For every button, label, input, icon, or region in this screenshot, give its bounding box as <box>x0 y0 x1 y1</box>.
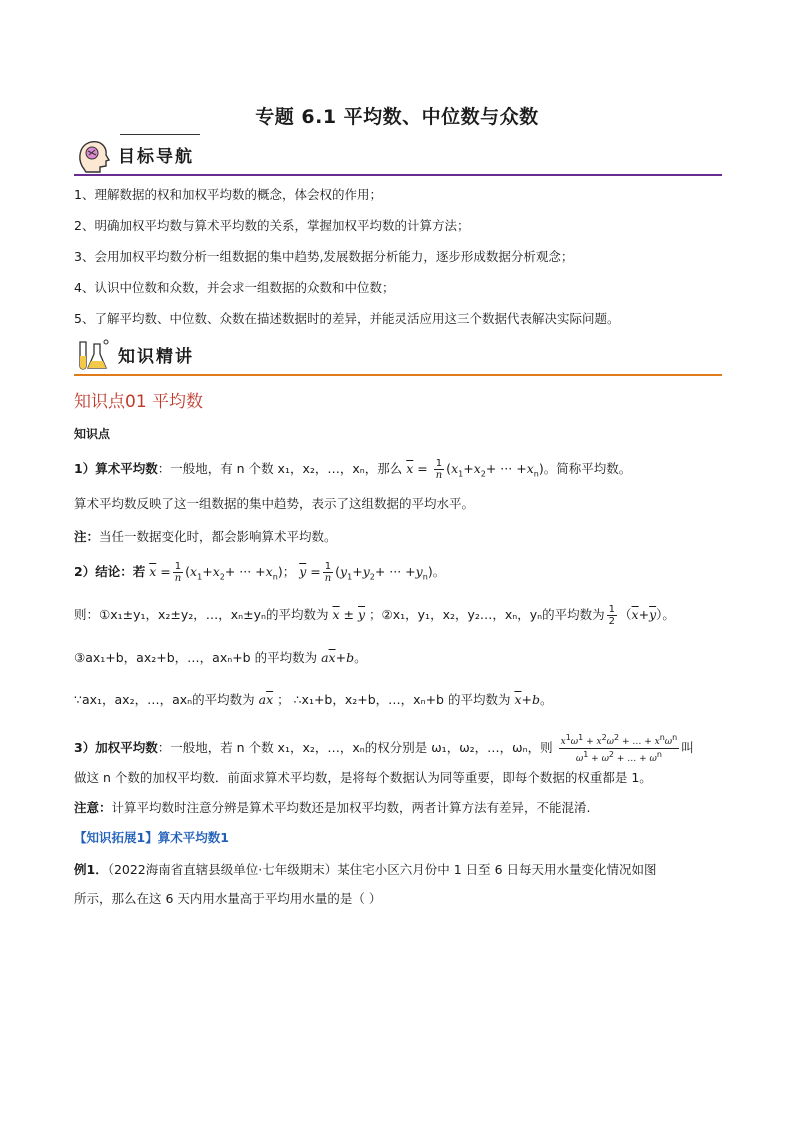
formula-y-mean: $\overline{y}$ = $\frac{1}{n}$ ($y_1+y_2+$ ··· $+y_n$)。 <box>299 561 446 584</box>
text: ：一般地，若 n 个数 x₁，x₂，…，xₙ的权分别是 ω₁，ω₂，…，ωₙ，则 <box>157 740 553 755</box>
formula: $a\overline{x}$ <box>258 692 274 707</box>
text: 计算平均数时注意分辨是算术平均数还是加权平均数，两者计算方法有差异，不能混淆. <box>111 800 591 815</box>
paragraph: 算术平均数反映了这一组数据的集中趋势，表示了这组数据的平均水平。 <box>74 496 475 511</box>
subhead: 知识点 <box>74 427 111 441</box>
text: ；②x₁，y₁，x₂，y₂…，xₙ，yₙ的平均数为 <box>369 607 605 622</box>
section-label-goals: 目标导航 <box>118 147 194 167</box>
section-header-goals <box>74 136 722 176</box>
flask-icon <box>74 336 112 374</box>
paragraph-weighted-mean <box>74 732 734 765</box>
text: （2022海南省直辖县级单位·七年级期末）某住宅小区六月份中 1 日至 6 日每天用水量变化情况如图 <box>107 862 657 877</box>
text: ③ax₁+b，ax₂+b，…，axₙ+b 的平均数为 <box>74 650 318 665</box>
formula: $a\overline{x}+b$。 <box>321 650 367 665</box>
goal-item: 4、认识中位数和众数，并会求一组数据的众数和中位数； <box>74 280 395 295</box>
formula: $\overline{x} \pm \overline{y}$ <box>332 607 366 622</box>
text: 则：①x₁±y₁，x₂±y₂，…，xₙ±yₙ的平均数为 <box>74 607 329 622</box>
knowledge-point-title: 知识点01 平均数 <box>74 392 204 412</box>
term-label: 2）结论：若 <box>74 564 146 579</box>
paragraph-rule-2 <box>74 648 734 668</box>
paragraph: 做这 n 个数的加权平均数．前面求算术平均数，是将每个数据认为同等重要，即每个数据的权重都是 1。 <box>74 770 652 785</box>
section-rule <box>74 374 722 376</box>
paragraph-note <box>74 527 734 547</box>
text: 叫 <box>681 740 694 755</box>
formula-weighted: $\frac{x^1\omega^1 + x^2\omega^2 + \dots + x^n\omega^n}{\omega^1 + \omega^2 + \dots + \omega^n}$ <box>560 733 678 764</box>
paragraph-rule-1 <box>74 604 734 627</box>
paragraph-arith-mean <box>74 458 734 485</box>
text: 。简称平均数。 <box>543 461 632 476</box>
example-label: 例1． <box>74 862 108 877</box>
goal-item: 1、理解数据的权和加权平均数的概念，体会权的作用； <box>74 187 382 202</box>
section-label-knowledge: 知识精讲 <box>118 347 194 367</box>
term-label: 3）加权平均数 <box>74 740 158 755</box>
page-title: 专题 6.1 平均数、中位数与众数 <box>255 106 539 128</box>
note-label: 注： <box>74 529 100 544</box>
formula: $\overline{x}+b$。 <box>514 692 553 707</box>
example-line-2: 所示，那么在这 6 天内用水量高于平均用水量的是（ ） <box>74 891 382 906</box>
brain-head-icon <box>74 136 112 174</box>
example-line-1 <box>74 860 734 880</box>
paragraph-conclusion <box>74 561 734 588</box>
note-label: 注意： <box>74 800 112 815</box>
formula-mean: $\overline{x}$ = $\frac{1}{n}$ ($x_1+x_2+$ ··· $+x_n$) <box>406 458 544 481</box>
extension-heading: 【知识拓展1】算术平均数1 <box>74 830 229 845</box>
goal-item: 2、明确加权平均数与算术平均数的关系，掌握加权平均数的计算方法； <box>74 218 470 233</box>
text: ∵ax₁，ax₂，…，axₙ的平均数为 <box>74 692 255 707</box>
formula: $\frac{1}{2}$ $(\overline{x}+\overline{y})$。 <box>608 604 675 627</box>
text: 当任一数据变化时，都会影响算术平均数。 <box>99 529 337 544</box>
formula-x-mean: $\overline{x}$ = $\frac{1}{n}$ ($x_1+x_2+$ ··· $+x_n$)； <box>149 561 296 584</box>
text: ； ∴x₁+b，x₂+b，…，xₙ+b 的平均数为 <box>277 692 511 707</box>
term-label: 1）算术平均数 <box>74 461 158 476</box>
text: ：一般地，有 n 个数 x₁，x₂，…，xₙ，那么 <box>157 461 403 476</box>
section-rule <box>74 174 722 176</box>
paragraph-rule-3 <box>74 690 734 710</box>
goal-item: 5、了解平均数、中位数、众数在描述数据时的差异，并能灵活应用这三个数据代表解决实际问题。 <box>74 311 620 326</box>
goal-item: 3、会用加权平均数分析一组数据的集中趋势,发展数据分析能力，逐步形成数据分析观念； <box>74 249 574 264</box>
section-header-knowledge <box>74 336 722 376</box>
paragraph-caution <box>74 798 734 818</box>
